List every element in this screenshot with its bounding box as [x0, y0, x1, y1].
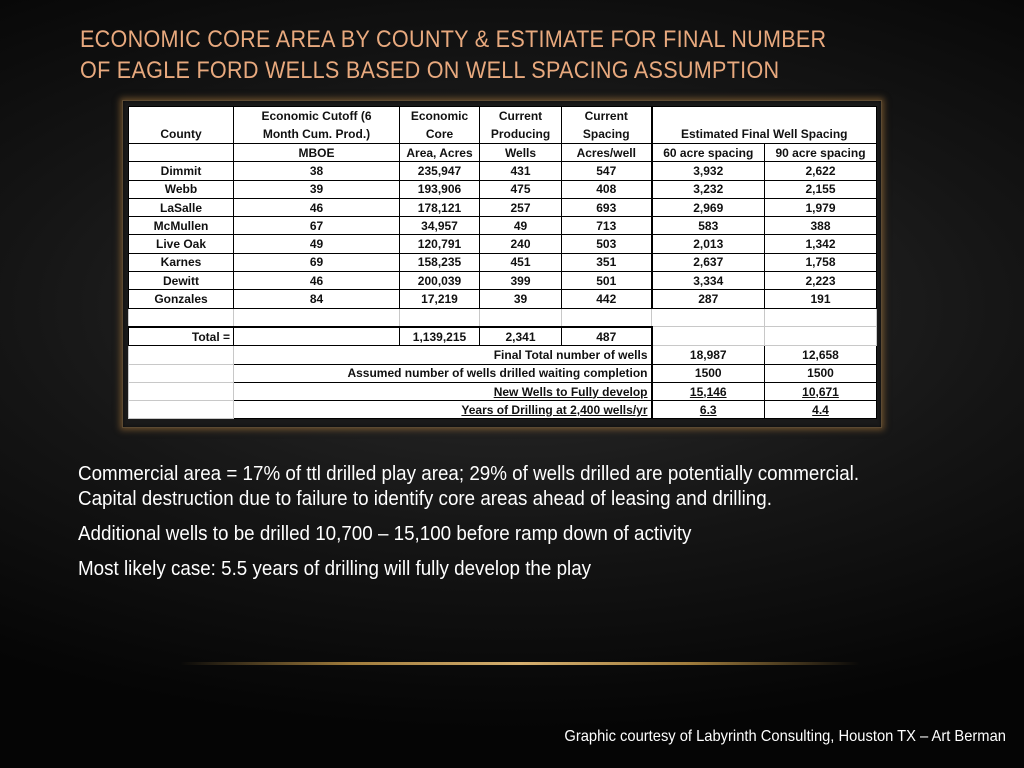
spacing-60-cell: 3,932 [652, 162, 765, 180]
header-county: County [129, 125, 234, 144]
total-core: 1,139,215 [400, 327, 480, 346]
bullet-list [78, 462, 905, 592]
summary-left-blank [129, 346, 234, 364]
table-row [129, 162, 877, 180]
cutoff-cell: 38 [234, 162, 400, 180]
header-county-unit [129, 144, 234, 162]
summary-60 [652, 401, 765, 419]
header-wells-l2: Producing [480, 125, 562, 144]
header-core-unit: Area, Acres [400, 144, 480, 162]
bullet-item: Commercial area = 17% of ttl drilled play area; 29% of wells drilled are potentially commercial. Capital destruction due to failure to identify core areas ahead of leasing and drilling. [78, 463, 860, 510]
total-label: Total = [129, 327, 234, 346]
total-cutoff [234, 327, 400, 346]
total-spacing: 487 [562, 327, 652, 346]
header-cutoff-unit: MBOE [234, 144, 400, 162]
header-est-top [652, 107, 765, 126]
spacing-60-cell: 287 [652, 290, 765, 308]
spacing-60-cell: 3,334 [652, 272, 765, 290]
summary-90 [765, 401, 877, 419]
header-core-l1: Economic [400, 107, 480, 126]
well-spacing-table [128, 106, 877, 419]
county-cell: LaSalle [129, 198, 234, 216]
table-row [129, 235, 877, 253]
summary-60: 18,987 [652, 346, 765, 364]
bullet-item: Additional wells to be drilled 10,700 – 15,100 before ramp down of activity [78, 523, 692, 545]
header-wells-l1: Current [480, 107, 562, 126]
summary-90-text: 4.4 [812, 402, 829, 417]
core-cell: 193,906 [400, 180, 480, 198]
wells-cell: 475 [480, 180, 562, 198]
county-cell: Karnes [129, 253, 234, 271]
table-row [129, 180, 877, 198]
spacing-90-cell: 2,223 [765, 272, 877, 290]
blank-cell [652, 308, 765, 327]
table-row [129, 290, 877, 308]
spacing-cell: 351 [562, 253, 652, 271]
header-cutoff-l1: Economic Cutoff (6 [234, 107, 400, 126]
summary-60-text: 15,146 [689, 384, 727, 399]
spacing-cell: 501 [562, 272, 652, 290]
header-core-l2: Core [400, 125, 480, 144]
spacing-cell: 408 [562, 180, 652, 198]
county-cell: Webb [129, 180, 234, 198]
total-90 [765, 327, 877, 346]
wells-cell: 39 [480, 290, 562, 308]
table-blank-row [129, 308, 877, 327]
core-cell: 200,039 [400, 272, 480, 290]
cutoff-cell: 69 [234, 253, 400, 271]
core-cell: 158,235 [400, 253, 480, 271]
spacing-cell: 713 [562, 217, 652, 235]
blank-cell [765, 308, 877, 327]
header-spacing-unit: Acres/well [562, 144, 652, 162]
table-row [129, 217, 877, 235]
header-wells-unit: Wells [480, 144, 562, 162]
core-cell: 17,219 [400, 290, 480, 308]
summary-label-text: New Wells to Fully develop [493, 384, 648, 399]
table-header-row-3 [129, 144, 877, 162]
county-cell: McMullen [129, 217, 234, 235]
gold-divider [180, 662, 860, 665]
blank-cell [480, 308, 562, 327]
cutoff-cell: 67 [234, 217, 400, 235]
wells-cell: 240 [480, 235, 562, 253]
spacing-60-cell: 583 [652, 217, 765, 235]
county-cell: Dewitt [129, 272, 234, 290]
blank-cell [234, 308, 400, 327]
summary-left-blank [129, 382, 234, 400]
header-estimated-final-spacing: Estimated Final Well Spacing [652, 125, 877, 144]
table-row [129, 253, 877, 271]
county-cell: Gonzales [129, 290, 234, 308]
blank-cell [562, 308, 652, 327]
core-cell: 34,957 [400, 217, 480, 235]
blank-cell [400, 308, 480, 327]
table-row [129, 272, 877, 290]
total-60 [652, 327, 765, 346]
header-60-acre: 60 acre spacing [652, 144, 765, 162]
header-cutoff-l2: Month Cum. Prod.) [234, 125, 400, 144]
cutoff-cell: 46 [234, 272, 400, 290]
summary-row [129, 382, 877, 400]
wells-cell: 431 [480, 162, 562, 180]
cutoff-cell: 49 [234, 235, 400, 253]
spacing-90-cell: 388 [765, 217, 877, 235]
spacing-90-cell: 1,979 [765, 198, 877, 216]
spacing-cell: 503 [562, 235, 652, 253]
wells-cell: 451 [480, 253, 562, 271]
cutoff-cell: 39 [234, 180, 400, 198]
spacing-60-cell: 2,013 [652, 235, 765, 253]
spacing-cell: 442 [562, 290, 652, 308]
header-90-acre: 90 acre spacing [765, 144, 877, 162]
summary-row [129, 346, 877, 364]
slide-title-line-1: ECONOMIC CORE AREA BY COUNTY & ESTIMATE FOR FINAL NUMBER [80, 26, 827, 53]
wells-cell: 399 [480, 272, 562, 290]
table-total-row [129, 327, 877, 346]
cutoff-cell: 46 [234, 198, 400, 216]
summary-label [234, 382, 652, 400]
wells-cell: 49 [480, 217, 562, 235]
spacing-60-cell: 3,232 [652, 180, 765, 198]
county-cell: Live Oak [129, 235, 234, 253]
spacing-90-cell: 2,622 [765, 162, 877, 180]
spacing-cell: 693 [562, 198, 652, 216]
summary-row [129, 364, 877, 382]
summary-90 [765, 382, 877, 400]
summary-60-text: 6.3 [699, 402, 717, 417]
spacing-90-cell: 1,342 [765, 235, 877, 253]
header-spacing-l1: Current [562, 107, 652, 126]
summary-60 [652, 382, 765, 400]
wells-cell: 257 [480, 198, 562, 216]
summary-label: Assumed number of wells drilled waiting completion [234, 364, 652, 382]
summary-90: 1500 [765, 364, 877, 382]
spacing-90-cell: 2,155 [765, 180, 877, 198]
core-cell: 178,121 [400, 198, 480, 216]
county-cell: Dimmit [129, 162, 234, 180]
credit-text: Graphic courtesy of Labyrinth Consulting, Houston TX – Art Berman [564, 728, 1006, 745]
table-row [129, 198, 877, 216]
summary-60: 1500 [652, 364, 765, 382]
summary-left-blank [129, 364, 234, 382]
cutoff-cell: 84 [234, 290, 400, 308]
bullet-item: Most likely case: 5.5 years of drilling will fully develop the play [78, 558, 592, 580]
total-wells: 2,341 [480, 327, 562, 346]
summary-label-text: Years of Drilling at 2,400 wells/yr [461, 402, 648, 417]
table-header-row-1 [129, 107, 877, 126]
summary-left-blank [129, 401, 234, 419]
spacing-90-cell: 1,758 [765, 253, 877, 271]
table-header-row-2 [129, 125, 877, 144]
spacing-cell: 547 [562, 162, 652, 180]
summary-row [129, 401, 877, 419]
blank-cell [129, 308, 234, 327]
summary-90: 12,658 [765, 346, 877, 364]
header-est-top-2 [765, 107, 877, 126]
summary-label: Final Total number of wells [234, 346, 652, 364]
spacing-60-cell: 2,969 [652, 198, 765, 216]
spacing-60-cell: 2,637 [652, 253, 765, 271]
header-spacing-l2: Spacing [562, 125, 652, 144]
core-cell: 235,947 [400, 162, 480, 180]
summary-90-text: 10,671 [802, 384, 839, 399]
slide-title-line-2: OF EAGLE FORD WELLS BASED ON WELL SPACING ASSUMPTION [80, 57, 780, 84]
summary-label [234, 401, 652, 419]
header-county-top [129, 107, 234, 126]
core-cell: 120,791 [400, 235, 480, 253]
spacing-90-cell: 191 [765, 290, 877, 308]
slide-title [80, 24, 872, 86]
